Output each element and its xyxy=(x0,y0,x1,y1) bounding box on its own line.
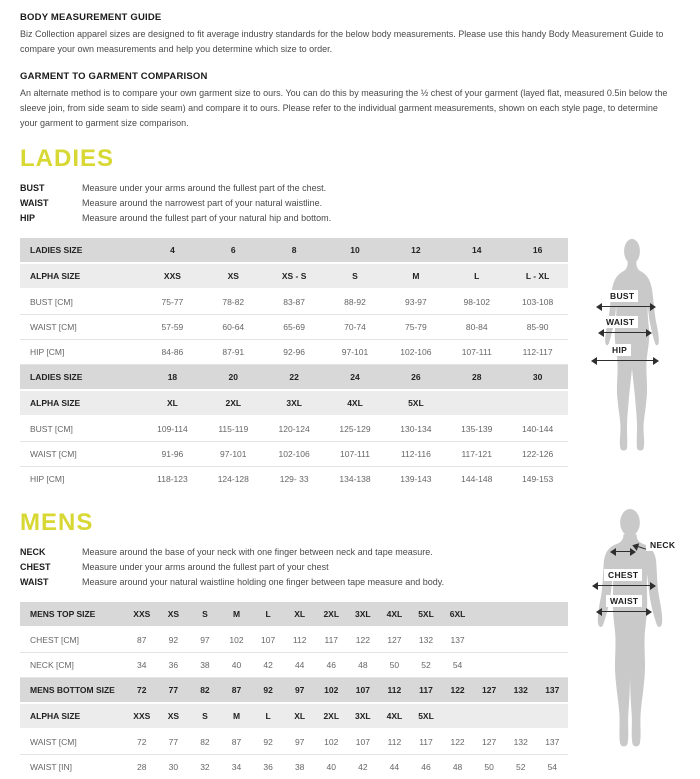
hip-figure-label: HIP xyxy=(608,344,631,356)
cell-value: 139-143 xyxy=(400,474,432,484)
instruction-row xyxy=(20,560,568,575)
cell-value: 92 xyxy=(263,685,273,695)
cell-value: L xyxy=(265,609,271,619)
cell-value: 5XL xyxy=(408,398,424,408)
cell-value: 92-96 xyxy=(283,347,306,357)
instruction-row xyxy=(20,196,680,211)
cell-value: 4 xyxy=(170,245,175,255)
table-row xyxy=(20,730,568,755)
ladies-instructions xyxy=(20,181,680,226)
cell-value: 112 xyxy=(387,685,402,695)
cell-value: XXS xyxy=(133,609,151,619)
cell-value: 44 xyxy=(294,660,305,670)
cell-value: 54 xyxy=(547,762,558,772)
table-row xyxy=(20,678,568,704)
cell-value: 112 xyxy=(292,635,307,645)
cell-value: 107 xyxy=(355,737,370,747)
cell-value: 3XL xyxy=(355,711,371,721)
cell-value: 107-111 xyxy=(340,449,370,459)
cell-value: 50 xyxy=(484,762,494,772)
table-row xyxy=(20,290,568,315)
cell-value: 8 xyxy=(291,245,297,255)
instruction-text: Measure around your natural waistline holding one finger between tape measure and body. xyxy=(82,577,445,587)
row-label: CHEST [CM] xyxy=(30,635,79,645)
cell-value: 28 xyxy=(137,762,147,772)
cell-value: 40 xyxy=(326,762,336,772)
cell-value: 93-97 xyxy=(404,297,427,307)
row-label: ALPHA SIZE xyxy=(30,271,81,281)
cell-value xyxy=(507,396,568,410)
cell-value: 42 xyxy=(358,762,368,772)
cell-value: 130-134 xyxy=(400,424,432,434)
comparison-text: An alternate method is to compare your own garment size to ours. You can do this by measuring the ½ chest of your garment (layed flat, measured 0.5in below the sleeve join, from side seam to side seam) and compare it to ours. Please refer to the individual garment measurements, shown on each style page, to determine your garment to garment size comparison. xyxy=(20,88,668,128)
row-label: WAIST [CM] xyxy=(30,737,77,747)
waist-figure-label: WAIST xyxy=(602,316,638,328)
cell-value: 48 xyxy=(358,660,368,670)
table-row xyxy=(20,704,568,730)
cell-value: 46 xyxy=(421,762,431,772)
cell-value: 122-126 xyxy=(521,449,554,459)
cell-value: 127 xyxy=(482,685,497,695)
cell-value: 42 xyxy=(263,660,273,670)
cell-value: 5XL xyxy=(418,711,434,721)
table-row xyxy=(20,238,568,264)
cell-value: 132 xyxy=(513,737,528,747)
cell-value: 120-124 xyxy=(278,424,310,434)
instruction-row xyxy=(20,211,680,226)
table-row xyxy=(20,417,568,442)
row-label: ALPHA SIZE xyxy=(30,711,81,721)
cell-value: 87-91 xyxy=(222,347,245,357)
cell-value: 85-90 xyxy=(526,322,549,332)
neck-figure-label: NECK xyxy=(646,539,679,551)
cell-value: S xyxy=(202,711,208,721)
cell-value: XS - S xyxy=(281,271,307,281)
cell-value: 107 xyxy=(355,685,370,695)
table-row xyxy=(20,264,568,290)
cell-value: 97-101 xyxy=(341,347,369,357)
instruction-text: Measure under your arms around the fullest part of the chest. xyxy=(82,183,327,193)
cell-value: 87 xyxy=(137,635,147,645)
cell-value: 20 xyxy=(228,372,239,382)
cell-value: 70-74 xyxy=(344,322,366,332)
cell-value: 140-144 xyxy=(521,424,554,434)
cell-value: 10 xyxy=(350,245,360,255)
row-label: HIP [CM] xyxy=(30,347,65,357)
cell-value: 135-139 xyxy=(461,424,493,434)
instruction-text: Measure under your arms around the fullest part of your chest xyxy=(82,562,329,572)
ladies-section xyxy=(20,145,680,491)
cell-value: 50 xyxy=(389,660,400,670)
female-silhouette-icon xyxy=(596,238,668,468)
row-label: BUST [CM] xyxy=(30,297,73,307)
cell-value: 52 xyxy=(421,660,431,670)
intro-section xyxy=(20,12,680,131)
row-label: LADIES SIZE xyxy=(30,245,83,255)
cell-value xyxy=(473,709,505,723)
cell-value: S xyxy=(352,271,358,281)
cell-value: 6 xyxy=(230,245,236,255)
cell-value xyxy=(442,709,474,723)
table-row xyxy=(20,628,568,653)
instruction-text: Measure around the fullest part of your natural hip and bottom. xyxy=(82,213,332,223)
ladies-figure xyxy=(584,238,680,468)
cell-value: M xyxy=(412,271,420,281)
ladies-heading: LADIES xyxy=(20,145,115,172)
waist-figure-label: WAIST xyxy=(606,595,642,607)
cell-value: 91-96 xyxy=(161,449,184,459)
cell-value: 16 xyxy=(532,245,543,255)
cell-value xyxy=(473,633,505,647)
instruction-row xyxy=(20,545,568,560)
cell-value: 112 xyxy=(387,737,402,747)
cell-value: 34 xyxy=(231,762,242,772)
instruction-row xyxy=(20,181,680,196)
cell-value: 137 xyxy=(545,737,560,747)
cell-value: 137 xyxy=(450,635,465,645)
instruction-term: WAIST xyxy=(20,577,49,587)
mens-size-table xyxy=(20,602,568,779)
cell-value: 40 xyxy=(231,660,242,670)
cell-value: L xyxy=(265,711,271,721)
cell-value: 109-114 xyxy=(157,424,188,434)
cell-value: 72 xyxy=(137,685,147,695)
cell-value: 84-86 xyxy=(161,347,184,357)
row-label: WAIST [CM] xyxy=(30,322,77,332)
bust-arrow-icon xyxy=(598,306,654,307)
table-row xyxy=(20,442,568,467)
cell-value: XXS xyxy=(163,271,181,281)
cell-value: 30 xyxy=(532,372,543,382)
mens-section xyxy=(20,509,680,779)
cell-value: 144-148 xyxy=(461,474,493,484)
waist-arrow-icon xyxy=(600,332,650,333)
cell-value: 134-138 xyxy=(339,474,371,484)
table-row xyxy=(20,391,568,417)
cell-value: 54 xyxy=(452,660,463,670)
mens-figure xyxy=(580,509,680,761)
cell-value: XXS xyxy=(133,711,151,721)
cell-value xyxy=(537,633,569,647)
cell-value xyxy=(537,658,569,672)
cell-value: 3XL xyxy=(286,398,302,408)
cell-value: 82 xyxy=(200,737,210,747)
cell-value: 2XL xyxy=(323,609,340,619)
row-label: NECK [CM] xyxy=(30,660,74,670)
cell-value xyxy=(473,658,505,672)
cell-value xyxy=(537,607,569,621)
instruction-term: WAIST xyxy=(20,198,49,208)
cell-value: M xyxy=(232,609,241,619)
cell-value: 82 xyxy=(200,685,210,695)
cell-value: 87 xyxy=(231,737,242,747)
cell-value: 102-106 xyxy=(278,449,310,459)
cell-value: 122 xyxy=(450,737,465,747)
table-row xyxy=(20,602,568,628)
instruction-row xyxy=(20,575,568,590)
row-label: WAIST [CM] xyxy=(30,449,77,459)
cell-value: 12 xyxy=(411,245,421,255)
mens-heading: MENS xyxy=(20,509,94,536)
cell-value xyxy=(473,607,505,621)
cell-value: 2XL xyxy=(323,711,340,721)
cell-value: 112-116 xyxy=(400,449,431,459)
cell-value: 24 xyxy=(350,372,360,382)
cell-value: 46 xyxy=(326,660,336,670)
cell-value: 98-102 xyxy=(463,297,490,307)
cell-value: 14 xyxy=(471,245,482,255)
cell-value: 22 xyxy=(289,372,299,382)
cell-value: 97 xyxy=(294,737,305,747)
cell-value: 44 xyxy=(389,762,400,772)
row-label: HIP [CM] xyxy=(30,474,65,484)
cell-value: 26 xyxy=(411,372,421,382)
cell-value: 102 xyxy=(229,635,244,645)
cell-value: 102 xyxy=(324,737,339,747)
cell-value: XS xyxy=(227,271,239,281)
cell-value: 117 xyxy=(419,737,433,747)
row-label: BUST [CM] xyxy=(30,424,73,434)
table-row xyxy=(20,653,568,678)
instruction-term: HIP xyxy=(20,213,36,223)
row-label: WAIST [IN] xyxy=(30,762,73,772)
cell-value: 60-64 xyxy=(222,322,245,332)
cell-value: 48 xyxy=(452,762,463,772)
cell-value xyxy=(446,396,507,410)
cell-value: XS xyxy=(167,711,180,721)
instruction-text: Measure around the base of your neck with one finger between neck and tape measure. xyxy=(82,547,433,557)
row-label: MENS BOTTOM SIZE xyxy=(30,685,115,695)
cell-value: 129- 33 xyxy=(279,474,309,484)
cell-value xyxy=(505,658,537,672)
cell-value: 102-106 xyxy=(400,347,432,357)
cell-value: 117 xyxy=(419,685,433,695)
cell-value: 112-117 xyxy=(522,347,553,357)
cell-value: 117 xyxy=(324,635,339,645)
cell-value: 102 xyxy=(324,685,339,695)
bust-figure-label: BUST xyxy=(606,290,638,302)
cell-value: S xyxy=(202,609,208,619)
cell-value: 72 xyxy=(137,737,147,747)
cell-value: 78-82 xyxy=(222,297,245,307)
cell-value: 65-69 xyxy=(283,322,306,332)
cell-value: 30 xyxy=(168,762,179,772)
cell-value: L xyxy=(474,271,480,281)
cell-value: 38 xyxy=(200,660,210,670)
cell-value: 52 xyxy=(515,762,526,772)
cell-value: 34 xyxy=(137,660,147,670)
instruction-text: Measure around the narrowest part of your natural waistline. xyxy=(82,198,323,208)
instruction-term: CHEST xyxy=(20,562,51,572)
cell-value: 38 xyxy=(294,762,305,772)
ladies-size-table xyxy=(20,238,568,491)
row-label: MENS TOP SIZE xyxy=(30,609,96,619)
cell-value: 137 xyxy=(545,685,560,695)
table-row xyxy=(20,315,568,340)
cell-value: 92 xyxy=(168,635,179,645)
hip-arrow-icon xyxy=(593,360,657,361)
cell-value: L - XL xyxy=(525,271,550,281)
cell-value: 6XL xyxy=(449,609,466,619)
chest-arrow-icon xyxy=(594,585,654,586)
table-row xyxy=(20,365,568,391)
cell-value: 75-77 xyxy=(161,297,184,307)
cell-value: 97 xyxy=(294,685,305,695)
cell-value: 75-79 xyxy=(404,322,427,332)
cell-value: 4XL xyxy=(386,609,403,619)
cell-value: 28 xyxy=(471,372,482,382)
row-label: LADIES SIZE xyxy=(30,372,83,382)
guide-text: Biz Collection apparel sizes are designed to fit average industry standards for the below body measurements. Please use this handy Body Measurement Guide to compare your own measurements and help you determine which size to order. xyxy=(20,29,664,54)
cell-value xyxy=(537,709,569,723)
row-label: ALPHA SIZE xyxy=(30,398,81,408)
cell-value: 125-129 xyxy=(339,424,371,434)
cell-value: 3XL xyxy=(355,609,371,619)
cell-value: 5XL xyxy=(418,609,434,619)
cell-value: XL xyxy=(294,711,306,721)
cell-value: 77 xyxy=(168,685,179,695)
guide-title: BODY MEASUREMENT GUIDE xyxy=(20,12,162,23)
cell-value: 149-153 xyxy=(521,474,554,484)
cell-value: XS xyxy=(167,609,180,619)
cell-value: 77 xyxy=(168,737,179,747)
cell-value: 92 xyxy=(263,737,273,747)
instruction-term: BUST xyxy=(20,183,45,193)
cell-value: 32 xyxy=(200,762,210,772)
cell-value: 122 xyxy=(450,685,465,695)
cell-value: 57-59 xyxy=(161,322,184,332)
cell-value: 87 xyxy=(231,685,242,695)
cell-value: 97-101 xyxy=(220,449,247,459)
cell-value: 4XL xyxy=(347,398,363,408)
cell-value: 115-119 xyxy=(218,424,249,434)
comparison-title: GARMENT TO GARMENT COMPARISON xyxy=(20,71,208,82)
cell-value: 124-128 xyxy=(217,474,249,484)
cell-value: 122 xyxy=(355,635,370,645)
table-row xyxy=(20,467,568,491)
cell-value: 18 xyxy=(167,372,178,382)
cell-value: 132 xyxy=(513,685,528,695)
waist-arrow-icon xyxy=(598,611,650,612)
cell-value: XL xyxy=(294,609,306,619)
cell-value: 107 xyxy=(261,635,276,645)
cell-value: 88-92 xyxy=(344,297,366,307)
cell-value: 2XL xyxy=(225,398,242,408)
neck-arrow-icon xyxy=(612,551,634,552)
cell-value: 36 xyxy=(263,762,273,772)
cell-value: 80-84 xyxy=(465,322,488,332)
cell-value: 132 xyxy=(418,635,434,645)
cell-value: 103-108 xyxy=(521,297,554,307)
mens-instructions xyxy=(20,545,568,590)
cell-value: 97 xyxy=(200,635,210,645)
cell-value: 36 xyxy=(168,660,179,670)
cell-value: XL xyxy=(166,398,178,408)
cell-value xyxy=(505,709,537,723)
cell-value: 83-87 xyxy=(283,297,306,307)
chest-figure-label: CHEST xyxy=(604,569,642,581)
cell-value: M xyxy=(232,711,241,721)
cell-value: 4XL xyxy=(386,711,403,721)
cell-value xyxy=(505,633,537,647)
instruction-term: NECK xyxy=(20,547,46,557)
table-row xyxy=(20,755,568,779)
cell-value xyxy=(505,607,537,621)
cell-value: 107-111 xyxy=(461,347,492,357)
cell-value: 117-121 xyxy=(461,449,493,459)
cell-value: 127 xyxy=(482,737,497,747)
cell-value: 118-123 xyxy=(157,474,188,484)
table-row xyxy=(20,340,568,365)
cell-value: 127 xyxy=(387,635,402,645)
